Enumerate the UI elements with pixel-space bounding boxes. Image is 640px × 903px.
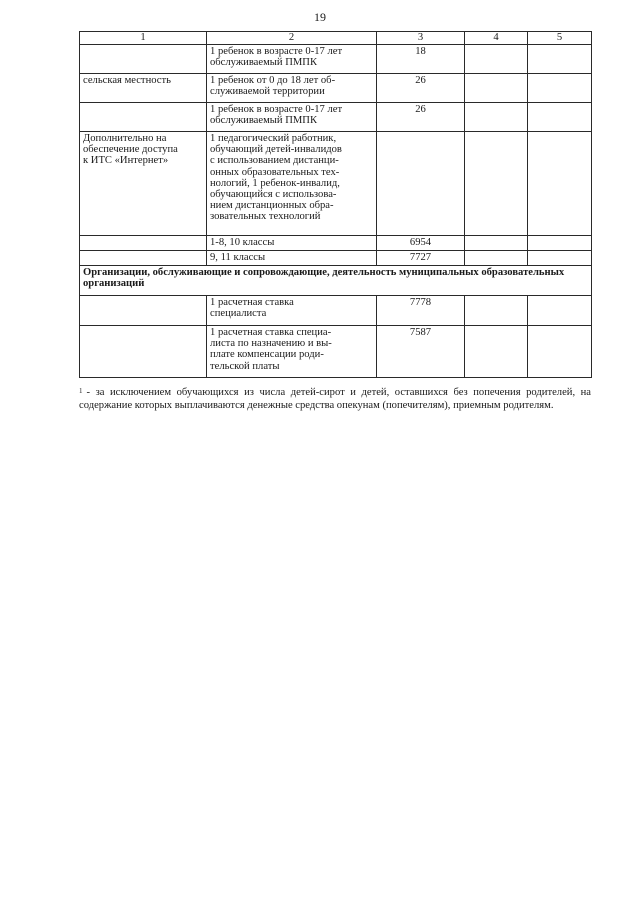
unit-cell: 1 расчетная ставка специа- листа по назначению и вы- плате компенсации роди- тельской платы [207, 326, 377, 378]
empty-cell [465, 132, 528, 236]
table-row [80, 74, 592, 103]
category-cell [80, 251, 207, 266]
empty-cell [465, 74, 528, 103]
unit-cell: 1 ребенок от 0 до 18 лет об- служиваемой территории [207, 74, 377, 103]
value-cell: 26 [377, 103, 465, 132]
unit-cell: 1 педагогический работник, обучающий детей-инвалидов с использованием дистанци- онных образовательных тех- нологий, 1 ребенок-инвалид, обучающийся с использова- нием дистанционных обра- зовательных технологий [207, 132, 377, 236]
section-heading-row [80, 266, 592, 296]
table-row [80, 132, 592, 236]
table-row [80, 251, 592, 266]
empty-cell [465, 251, 528, 266]
empty-cell [465, 326, 528, 378]
empty-cell [528, 236, 592, 251]
category-cell [80, 103, 207, 132]
column-header: 3 [377, 32, 465, 45]
table-header-row [80, 32, 592, 45]
footnote-marker: 1 [79, 387, 83, 395]
category-cell [80, 236, 207, 251]
empty-cell [465, 45, 528, 74]
norms-table [79, 31, 592, 378]
category-cell: Дополнительно на обеспечение доступа к ИТС «Интернет» [80, 132, 207, 236]
category-cell [80, 296, 207, 326]
category-cell [80, 326, 207, 378]
empty-cell [528, 74, 592, 103]
unit-cell: 1 ребенок в возрасте 0-17 лет обслуживаемый ПМПК [207, 45, 377, 74]
empty-cell [528, 251, 592, 266]
table-row [80, 103, 592, 132]
column-header: 4 [465, 32, 528, 45]
column-header: 2 [207, 32, 377, 45]
empty-cell [465, 296, 528, 326]
unit-cell: 1 ребенок в возрасте 0-17 лет обслуживаемый ПМПК [207, 103, 377, 132]
value-cell: 18 [377, 45, 465, 74]
empty-cell [465, 236, 528, 251]
page-number: 19 [314, 10, 326, 24]
column-header: 5 [528, 32, 592, 45]
empty-cell [528, 326, 592, 378]
value-cell: 7727 [377, 251, 465, 266]
unit-cell: 9, 11 классы [207, 251, 377, 266]
category-cell: сельская местность [80, 74, 207, 103]
value-cell [377, 132, 465, 236]
table-row [80, 236, 592, 251]
category-cell [80, 45, 207, 74]
table-row [80, 45, 592, 74]
unit-cell: 1 расчетная ставка специалиста [207, 296, 377, 326]
value-cell: 26 [377, 74, 465, 103]
empty-cell [465, 103, 528, 132]
empty-cell [528, 45, 592, 74]
unit-cell: 1-8, 10 классы [207, 236, 377, 251]
empty-cell [528, 296, 592, 326]
table-row [80, 296, 592, 326]
value-cell: 7778 [377, 296, 465, 326]
empty-cell [528, 132, 592, 236]
value-cell: 6954 [377, 236, 465, 251]
footnote [79, 387, 591, 412]
value-cell: 7587 [377, 326, 465, 378]
footnote-text: - за исключением обучающихся из числа детей-сирот и детей, оставшихся без попечения родителей, на содержание которых выплачиваются денежные средства опекунам (попечителям), приемным родителям. [79, 387, 591, 411]
empty-cell [528, 103, 592, 132]
column-header: 1 [80, 32, 207, 45]
table-row [80, 326, 592, 378]
section-heading: Организации, обслуживающие и сопровождающие, деятельность муниципальных образовательных организаций [80, 266, 592, 296]
